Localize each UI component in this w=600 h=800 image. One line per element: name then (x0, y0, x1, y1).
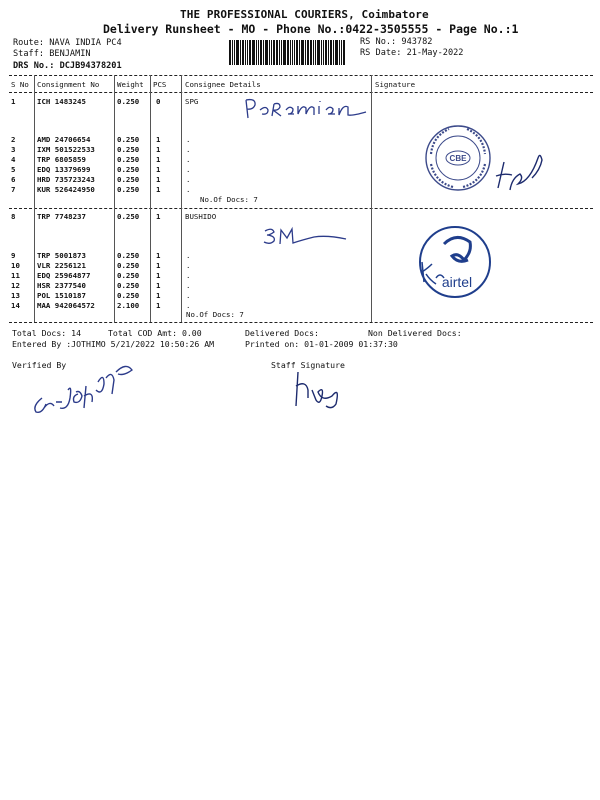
total-cod-amount: Total COD Amt: 0.00 (108, 328, 202, 338)
table-row-consignment: VLR 2256121 (37, 261, 86, 270)
table-row-detail: . (186, 271, 191, 280)
barcode-bar (310, 40, 312, 65)
verifier-signature (28, 350, 143, 416)
consignee-name: BUSHIDO (185, 212, 217, 221)
table-row-detail: . (186, 261, 191, 270)
table-row-sno: 10 (11, 261, 20, 270)
table-row-pcs: 1 (156, 155, 161, 164)
barcode-bar (263, 40, 264, 65)
staff-label: Staff: BENJAMIN (13, 49, 91, 59)
col-divider-consignment (114, 75, 115, 322)
barcode-bar (232, 40, 233, 65)
barcode-bar (260, 40, 262, 65)
table-row-detail: . (186, 175, 191, 184)
table-row-sno: 13 (11, 291, 20, 300)
barcode-bar (325, 40, 327, 65)
table-row-sno: 4 (11, 155, 16, 164)
table-row-weight: 0.250 (117, 291, 140, 300)
barcode-bar (236, 40, 239, 65)
table-row-consignment: ICH 1483245 (37, 97, 86, 106)
barcode-bar (240, 40, 241, 65)
barcode-bar (294, 40, 295, 65)
document-title: THE PROFESSIONAL COURIERS, Coimbatore (180, 8, 429, 21)
barcode-bar (307, 40, 309, 65)
table-row-consignment: EDQ 13379699 (37, 165, 91, 174)
barcode-bar (245, 40, 246, 65)
table-row-consignment: HRD 735723243 (37, 175, 95, 184)
barcode-bar (258, 40, 259, 65)
drs-number: DRS No.: DCJB94378201 (13, 61, 122, 71)
table-row-consignment: KUR 526424950 (37, 185, 95, 194)
table-row-pcs: 1 (156, 301, 161, 310)
table-row-consignment: HSR 2377540 (37, 281, 86, 290)
table-row-weight: 0.250 (117, 97, 140, 106)
table-row-detail: . (186, 291, 191, 300)
table-row-sno: 8 (11, 212, 16, 221)
barcode-bar (256, 40, 257, 65)
barcode-bar (305, 40, 306, 65)
table-row-pcs: 1 (156, 175, 161, 184)
col-header-consignee: Consignee Details (185, 80, 261, 89)
total-docs: Total Docs: 14 (12, 328, 82, 338)
table-row-detail: . (186, 145, 191, 154)
barcode-bar (269, 40, 270, 65)
barcode-bar (283, 40, 286, 65)
table-row-consignment: TRP 7748237 (37, 212, 86, 221)
table-row-weight: 2.100 (117, 301, 140, 310)
barcode-bar (343, 40, 345, 65)
col-divider-sno (34, 75, 35, 322)
barcode-bar (335, 40, 338, 65)
consignee-name: SPG (185, 97, 199, 106)
table-row-sno: 3 (11, 145, 16, 154)
barcode-bar (313, 40, 314, 65)
barcode-bar (247, 40, 248, 65)
table-row-consignment: TRP 5001873 (37, 251, 86, 260)
staff-signature-label: Staff Signature (271, 360, 345, 370)
barcode-bar (315, 40, 316, 65)
signature-mark-1 (490, 148, 550, 193)
barcode-bar (299, 40, 300, 65)
barcode-bar (330, 40, 332, 65)
barcode-bar (296, 40, 298, 65)
barcode-bar (242, 40, 244, 65)
company-stamp-airtel (414, 224, 496, 300)
table-row-weight: 0.250 (117, 185, 140, 194)
header-bottom-rule (9, 92, 593, 93)
barcode-image (229, 40, 350, 65)
table-row-sno: 5 (11, 165, 16, 174)
barcode-bar (292, 40, 293, 65)
table-top-rule (9, 75, 593, 76)
table-row-pcs: 1 (156, 261, 161, 270)
barcode-bar (276, 40, 278, 65)
rs-date: RS Date: 21-May-2022 (360, 48, 464, 58)
stamp-airtel-text: airtel (441, 274, 473, 290)
barcode-bar (271, 40, 272, 65)
barcode-bar (317, 40, 320, 65)
table-row-sno: 1 (11, 97, 16, 106)
table-row-weight: 0.250 (117, 261, 140, 270)
table-row-sno: 9 (11, 251, 16, 260)
table-row-pcs: 0 (156, 97, 161, 106)
entered-by: Entered By :JOTHIMO 5/21/2022 10:50:26 AM (12, 339, 215, 349)
table-row-sno: 6 (11, 175, 16, 184)
doc-count: No.Of Docs: 7 (200, 195, 258, 204)
stamp-cbe-text: CBE (449, 154, 467, 163)
table-row-consignment: IXM 501522533 (37, 145, 95, 154)
barcode-bar (252, 40, 255, 65)
company-stamp-cbe (423, 124, 493, 192)
barcode-bar (234, 40, 235, 65)
table-row-weight: 0.250 (117, 135, 140, 144)
barcode-bar (301, 40, 304, 65)
receiver-handwriting-2 (262, 224, 352, 248)
barcode-bar (328, 40, 329, 65)
receiver-handwriting-1 (240, 96, 370, 124)
barcode-bar (323, 40, 324, 65)
table-row-weight: 0.250 (117, 145, 140, 154)
table-row-pcs: 1 (156, 185, 161, 194)
table-row-consignment: MAA 942064572 (37, 301, 95, 310)
table-bottom-rule (9, 322, 593, 323)
table-row-sno: 14 (11, 301, 20, 310)
table-row-pcs: 1 (156, 271, 161, 280)
table-row-pcs: 1 (156, 251, 161, 260)
table-row-pcs: 1 (156, 212, 161, 221)
table-row-sno: 11 (11, 271, 20, 280)
table-row-weight: 0.250 (117, 271, 140, 280)
table-row-pcs: 1 (156, 145, 161, 154)
col-header-signature: Signature (375, 80, 416, 89)
table-row-detail: . (186, 165, 191, 174)
verified-by-label: Verified By (12, 360, 67, 370)
table-row-detail: . (186, 281, 191, 290)
col-divider-pcs (181, 75, 182, 322)
barcode-bar (265, 40, 268, 65)
table-row-sno: 2 (11, 135, 16, 144)
barcode-bar (333, 40, 334, 65)
table-row-detail: . (186, 185, 191, 194)
table-row-consignment: TRP 6805859 (37, 155, 86, 164)
table-row-weight: 0.250 (117, 155, 140, 164)
table-row-detail: . (186, 301, 191, 310)
non-delivered-docs: Non Delivered Docs: (368, 328, 462, 338)
doc-count: No.Of Docs: 7 (186, 310, 244, 319)
table-row-sno: 12 (11, 281, 20, 290)
col-header-consignment: Consignment No (37, 80, 100, 89)
barcode-bar (229, 40, 231, 65)
col-header-pcs: PCS (153, 80, 167, 89)
barcode-bar (290, 40, 291, 65)
delivered-docs: Delivered Docs: (245, 328, 319, 338)
barcode-bar (249, 40, 251, 65)
table-row-pcs: 1 (156, 165, 161, 174)
col-header-weight: Weight (117, 80, 144, 89)
barcode-bar (339, 40, 340, 65)
table-row-pcs: 1 (156, 291, 161, 300)
table-row-weight: 0.250 (117, 212, 140, 221)
barcode-bar (321, 40, 322, 65)
barcode-bar (273, 40, 275, 65)
table-row-consignment: EDQ 25964877 (37, 271, 91, 280)
col-header-sno: S No (11, 80, 29, 89)
runsheet-subtitle: Delivery Runsheet - MO - Phone No.:0422-3505555 - Page No.:1 (103, 22, 519, 36)
table-row-detail: . (186, 155, 191, 164)
table-row-sno: 7 (11, 185, 16, 194)
barcode-bar (279, 40, 280, 65)
table-row-pcs: 1 (156, 135, 161, 144)
table-row-weight: 0.250 (117, 165, 140, 174)
barcode-bar (281, 40, 282, 65)
staff-signature-mark (288, 366, 348, 410)
printed-on: Printed on: 01-01-2009 01:37:30 (245, 339, 398, 349)
table-row-detail: . (186, 135, 191, 144)
table-row-weight: 0.250 (117, 251, 140, 260)
table-row-consignment: POL 1510187 (37, 291, 86, 300)
table-row-pcs: 1 (156, 281, 161, 290)
barcode-bar (341, 40, 342, 65)
col-divider-details (371, 75, 372, 322)
route-label: Route: NAVA INDIA PC4 (13, 38, 122, 48)
table-row-weight: 0.250 (117, 281, 140, 290)
table-row-weight: 0.250 (117, 175, 140, 184)
table-row-consignment: AMD 24706654 (37, 135, 91, 144)
group-separator-rule (9, 208, 593, 209)
table-row-detail: . (186, 251, 191, 260)
barcode-bar (287, 40, 289, 65)
col-divider-weight (150, 75, 151, 322)
rs-number: RS No.: 943782 (360, 37, 433, 47)
